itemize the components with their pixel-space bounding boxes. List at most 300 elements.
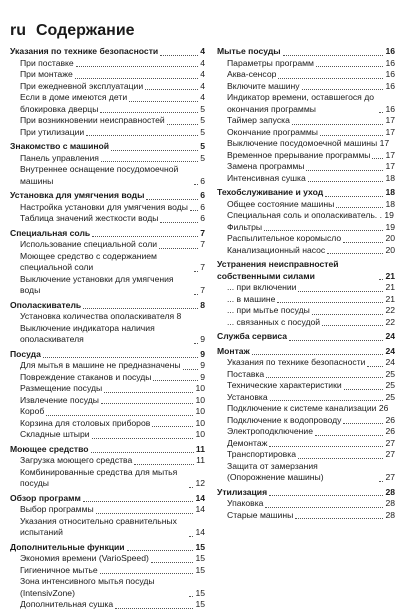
toc-entry-title: Устранения неисправностей собственными силами [217, 259, 339, 281]
toc-page-number: 16 [385, 57, 395, 68]
toc-page-number: 8 [200, 299, 205, 310]
toc-subsection-entry[interactable] [10, 455, 205, 467]
dot-leader [151, 562, 194, 563]
dot-leader [298, 458, 383, 459]
dot-leader [189, 536, 193, 537]
toc-entry-title: Установка [227, 391, 268, 402]
dot-leader [344, 389, 384, 390]
toc-subsection-entry[interactable] [217, 498, 395, 510]
toc-subsection-entry[interactable] [10, 372, 205, 384]
dot-leader [101, 161, 198, 162]
toc-subsection-entry[interactable] [10, 323, 205, 346]
dot-leader [269, 446, 383, 447]
toc-section-entry[interactable] [10, 444, 205, 456]
dot-leader [306, 170, 383, 171]
toc-page-number: 7 [200, 227, 205, 238]
toc-entry-title: Извлечение посуды [20, 394, 99, 405]
toc-subsection-entry[interactable] [10, 599, 205, 611]
toc-page-number: 9 [200, 348, 205, 359]
toc-page-number: 21 [385, 293, 395, 304]
dot-leader [100, 112, 198, 113]
toc-entry-title: Замена программы [227, 161, 305, 171]
dot-leader [367, 366, 383, 367]
toc-page-number: 10 [195, 383, 205, 393]
dot-leader [146, 199, 198, 200]
toc-entry-title: Защита от замерзания (Опорожнение машины) [227, 460, 324, 482]
toc-entry-title: Канализационный насос [227, 244, 326, 255]
toc-page-number: 9 [200, 360, 205, 370]
dot-leader [152, 426, 193, 427]
toc-page-number: 5 [200, 115, 205, 125]
toc-page-number: 7 [200, 285, 205, 295]
toc-entry-title: ... при мытье посуды [227, 305, 310, 315]
toc-entry-title: Временное прерывание программы [227, 149, 371, 160]
toc-entry-title: Выключение посудомоечной машины 17 [227, 138, 390, 148]
dot-leader [46, 415, 193, 416]
toc-entry-title: Аква-сенсор [227, 69, 277, 79]
dot-leader [327, 253, 383, 254]
dot-leader [312, 314, 384, 315]
toc-subsection-entry[interactable] [10, 164, 205, 187]
dot-leader [92, 438, 194, 439]
toc-page-number: 7 [200, 262, 205, 272]
toc-subsection-entry[interactable] [10, 553, 205, 565]
toc-page-number: 16 [385, 80, 395, 91]
dot-leader [295, 518, 383, 519]
dot-leader [101, 403, 194, 404]
toc-entry-title: ... при включении [227, 282, 297, 292]
toc-page-number: 4 [200, 57, 205, 68]
dot-leader [336, 207, 383, 208]
toc-page-number: 4 [200, 46, 205, 56]
toc-entry-title: Экономия времени (VarioSpeed) [20, 553, 149, 563]
dot-leader [298, 291, 383, 292]
dot-leader [183, 369, 199, 370]
toc-entry-title: Специальная соль и ополаскиватель. . 19 [227, 210, 394, 220]
dot-leader [277, 302, 383, 303]
toc-page-number: 26 [385, 426, 395, 436]
toc-subsection-entry[interactable] [217, 138, 395, 150]
dot-leader [160, 55, 198, 56]
toc-page-number: 28 [385, 509, 395, 520]
toc-page-number: 24 [385, 345, 395, 356]
toc-entry-title: Панель управления [20, 152, 99, 163]
toc-subsection-entry[interactable] [10, 516, 205, 539]
dot-leader [145, 89, 198, 90]
dot-leader [153, 380, 198, 381]
toc-subsection-entry[interactable] [10, 153, 205, 165]
language-code: ru [10, 22, 26, 39]
toc-page-number: 18 [385, 172, 395, 183]
toc-subsection-entry[interactable] [10, 127, 205, 139]
toc-page-number: 6 [200, 175, 205, 186]
toc-page-number: 16 [385, 103, 395, 114]
toc-page-number: 22 [385, 316, 395, 327]
toc-entry-title: Таблица значений жесткости воды [20, 213, 159, 223]
dot-leader [189, 487, 193, 488]
dot-leader [194, 271, 198, 272]
dot-leader [343, 423, 383, 424]
toc-page-number: 6 [200, 190, 205, 200]
toc-page-number: 27 [385, 472, 395, 482]
dot-leader [86, 135, 198, 136]
dot-leader [266, 377, 383, 378]
toc-page-number: 24 [385, 331, 395, 341]
dot-leader [270, 400, 384, 401]
toc-page-number: 15 [195, 541, 205, 552]
toc-subsection-entry[interactable] [10, 467, 205, 490]
toc-page-number: 6 [200, 213, 205, 223]
dot-leader [194, 343, 198, 344]
toc-subsection-entry[interactable] [217, 92, 395, 115]
dot-leader [104, 392, 193, 393]
toc-entry-title: Фильтры [227, 221, 263, 232]
toc-section-entry[interactable] [10, 300, 205, 312]
toc-page-number: 18 [385, 187, 395, 197]
toc-page-number: 12 [195, 478, 205, 488]
toc-entry-title: Загрузка моющего средства [20, 455, 133, 465]
toc-entry-title: Моющее средство [10, 443, 89, 454]
toc-entry-title: Посуда [10, 348, 41, 359]
dot-leader [160, 222, 198, 223]
toc-subsection-entry[interactable] [217, 58, 395, 70]
dot-leader [372, 158, 383, 159]
dot-leader [308, 181, 384, 182]
toc-entry-title: При возникновении неисправностей [20, 115, 165, 125]
dot-leader [264, 230, 383, 231]
dot-leader [167, 124, 199, 125]
toc-entry-title: Гигиеничное мытье [20, 564, 98, 575]
toc-subsection-entry[interactable] [217, 199, 395, 211]
toc-page-number: 7 [200, 239, 205, 249]
toc-section-entry[interactable] [217, 259, 395, 282]
toc-section-entry[interactable] [10, 190, 205, 202]
toc-entry-title: Знакомство с машиной [10, 141, 110, 151]
toc-subsection-entry[interactable] [217, 282, 395, 294]
dot-leader [379, 481, 383, 482]
toc-entry-title: Внутреннее оснащение посудомоечной машины [20, 164, 179, 186]
toc-page-number: 22 [385, 305, 395, 315]
toc-page-number: 27 [385, 449, 395, 459]
dot-leader [189, 596, 193, 597]
toc-subsection-entry[interactable] [217, 415, 395, 427]
toc-subsection-entry[interactable] [217, 222, 395, 234]
toc-entry-title: Дополнительные функции [10, 541, 125, 552]
toc-subsection-entry[interactable] [10, 58, 205, 70]
toc-page-number: 20 [385, 244, 395, 255]
dot-leader [343, 242, 383, 243]
toc-page-number: 4 [200, 80, 205, 91]
toc-subsection-entry[interactable] [217, 392, 395, 404]
toc-entry-title: При монтаже [20, 69, 73, 79]
dot-leader [92, 236, 198, 237]
toc-subsection-entry[interactable] [217, 369, 395, 381]
toc-subsection-entry[interactable] [10, 576, 205, 599]
toc-entry-title: Подключение к водопроводу [227, 414, 342, 425]
toc-page-number: 26 [385, 414, 395, 425]
toc-subsection-entry[interactable] [10, 239, 205, 251]
toc-entry-title: Включите машину [227, 80, 300, 91]
toc-page-number: 21 [385, 270, 395, 281]
page-header [10, 22, 135, 44]
page-title: Содержание [36, 22, 135, 39]
toc-entry-title: Короб [20, 406, 45, 416]
toc-subsection-entry[interactable] [217, 403, 395, 415]
toc-entry-title: Повреждение стаканов и посуды [20, 371, 152, 382]
toc-subsection-entry[interactable] [217, 245, 395, 257]
toc-column-right [217, 46, 395, 521]
toc-subsection-entry[interactable] [217, 233, 395, 245]
toc-page-number: 19 [385, 221, 395, 232]
toc-subsection-entry[interactable] [10, 429, 205, 441]
toc-subsection-entry[interactable] [10, 406, 205, 418]
toc-subsection-entry[interactable] [10, 69, 205, 81]
toc-entry-title: Общее состояние машины [227, 198, 335, 209]
dot-leader [289, 340, 383, 341]
toc-entry-title: Специальная соль [10, 227, 91, 238]
toc-subsection-entry[interactable] [217, 426, 395, 438]
toc-subsection-entry[interactable] [217, 210, 395, 222]
toc-subsection-entry[interactable] [217, 449, 395, 461]
dot-leader [127, 550, 194, 551]
toc-page-number: 16 [385, 46, 395, 56]
toc-entry-title: Размещение посуды [20, 383, 103, 393]
dot-leader [190, 210, 198, 211]
toc-subsection-entry[interactable] [217, 150, 395, 162]
toc-page-number: 5 [200, 141, 205, 151]
toc-entry-title: Складные штыри [20, 429, 90, 439]
toc-entry-title: Монтаж [217, 345, 250, 356]
toc-entry-title: Выключение установки для умягчения воды [20, 273, 174, 295]
toc-page-number: 25 [385, 380, 395, 390]
dot-leader [111, 150, 198, 151]
toc-section-entry[interactable] [217, 346, 395, 358]
toc-subsection-entry[interactable] [217, 438, 395, 450]
toc-page-number: 15 [195, 553, 205, 563]
dot-leader [96, 513, 194, 514]
toc-page-number: 5 [200, 126, 205, 137]
dot-leader [269, 495, 383, 496]
toc-entry-title: Указания относительно сравнительных испытаний [20, 515, 177, 537]
dot-leader [278, 78, 383, 79]
toc-page-number: 11 [195, 443, 205, 454]
toc-entry-title: Выключение индикатора наличия ополаскивателя [20, 322, 155, 344]
toc-subsection-entry[interactable] [217, 461, 395, 484]
dot-leader [115, 608, 193, 609]
dot-leader [379, 279, 383, 280]
toc-section-entry[interactable] [10, 542, 205, 554]
dot-leader [83, 501, 194, 502]
toc-entry-title: Утилизация [217, 486, 268, 497]
toc-page-number: 10 [195, 417, 205, 428]
dot-leader [76, 66, 199, 67]
toc-page-number: 17 [385, 149, 395, 160]
toc-page-number: 15 [195, 564, 205, 575]
toc-section-entry[interactable] [217, 187, 395, 199]
toc-entry-title: Дополнительная сушка [20, 599, 114, 609]
toc-subsection-entry[interactable] [217, 173, 395, 185]
toc-entry-title: Параметры программ [227, 57, 314, 68]
dot-leader [252, 354, 384, 355]
toc-entry-title: При поставке [20, 57, 74, 68]
dot-leader [194, 294, 198, 295]
toc-page-number: 9 [200, 334, 205, 344]
toc-entry-title: При ежедневной эксплуатации [20, 80, 144, 91]
toc-column-left [10, 46, 205, 611]
toc-page-number: 17 [385, 115, 395, 125]
toc-page-number: 18 [385, 198, 395, 209]
toc-entry-title: Зона интенсивного мытья посуды (IntensivZone) [20, 576, 155, 598]
toc-page-number: 27 [385, 437, 395, 448]
toc-entry-title: Транспортировка [227, 449, 296, 459]
toc-entry-title: Индикатор времени, оставшегося до окончания программы [227, 92, 374, 114]
toc-subsection-entry[interactable] [10, 81, 205, 93]
toc-subsection-entry[interactable] [217, 294, 395, 306]
toc-subsection-entry[interactable] [10, 360, 205, 372]
dot-leader [159, 248, 198, 249]
toc-entry-title: Настройка установки для умягчения воды [20, 201, 188, 212]
toc-section-entry[interactable] [10, 493, 205, 505]
toc-subsection-entry[interactable] [217, 380, 395, 392]
dot-leader [194, 184, 198, 185]
toc-page-number: 17 [385, 161, 395, 171]
toc-entry-title: Технические характеристики [227, 380, 342, 390]
toc-page-number: 4 [200, 92, 205, 102]
toc-entry-title: Поставка [227, 368, 265, 379]
dot-leader [315, 435, 383, 436]
toc-subsection-entry[interactable] [10, 274, 205, 297]
toc-subsection-entry[interactable] [10, 115, 205, 127]
toc-page-number: 25 [385, 368, 395, 379]
dot-leader [320, 135, 384, 136]
toc-entry-title: Техобслуживание и уход [217, 187, 324, 197]
toc-subsection-entry[interactable] [217, 317, 395, 329]
toc-subsection-entry[interactable] [10, 251, 205, 274]
toc-entry-title: ... в машине [227, 293, 276, 304]
toc-entry-title: ... связанных с посудой [227, 316, 321, 327]
toc-page-number: 17 [385, 126, 395, 137]
toc-subsection-entry[interactable] [217, 69, 395, 81]
toc-subsection-entry[interactable] [217, 81, 395, 93]
dot-leader [325, 196, 383, 197]
toc-subsection-entry[interactable] [10, 504, 205, 516]
toc-section-entry[interactable] [217, 46, 395, 58]
toc-section-entry[interactable] [217, 331, 395, 343]
toc-entry-title: Если в доме имеются дети [20, 92, 128, 102]
toc-subsection-entry[interactable] [217, 127, 395, 139]
toc-subsection-entry[interactable] [10, 311, 205, 323]
dot-leader [83, 308, 198, 309]
toc-entry-title: блокировка дверцы [20, 103, 99, 114]
toc-page-number: 25 [385, 391, 395, 402]
toc-section-entry[interactable] [10, 349, 205, 361]
toc-entry-title: Установка количества ополаскивателя 8 [20, 311, 182, 321]
toc-entry-title: Ополаскиватель [10, 299, 82, 310]
dot-leader [322, 325, 383, 326]
toc-page-number: 15 [195, 599, 205, 609]
toc-subsection-entry[interactable] [10, 104, 205, 116]
toc-subsection-entry[interactable] [10, 418, 205, 430]
dot-leader [379, 112, 383, 113]
toc-page-number: 28 [385, 498, 395, 508]
dot-leader [265, 507, 383, 508]
toc-page-number: 10 [195, 406, 205, 416]
toc-subsection-entry[interactable] [10, 202, 205, 214]
toc-subsection-entry[interactable] [217, 305, 395, 317]
toc-page-number: 16 [385, 69, 395, 79]
dot-leader [292, 124, 384, 125]
dot-leader [316, 66, 384, 67]
toc-page-number: 20 [385, 233, 395, 243]
dot-leader [100, 573, 194, 574]
toc-subsection-entry[interactable] [10, 92, 205, 104]
toc-page-number: 10 [195, 429, 205, 439]
toc-entry-title: Комбинированные средства для мытья посуды [20, 466, 178, 488]
toc-page-number: 14 [195, 492, 205, 503]
toc-section-entry[interactable] [217, 487, 395, 499]
toc-entry-title: Обзор программ [10, 492, 81, 503]
toc-page-number: 10 [195, 394, 205, 405]
dot-leader [302, 89, 384, 90]
dot-leader [129, 101, 198, 102]
toc-page-number: 24 [385, 357, 395, 367]
dot-leader [283, 55, 384, 56]
toc-section-entry[interactable] [10, 141, 205, 153]
toc-entry-title: Установка для умягчения воды [10, 190, 145, 200]
toc-entry-title: Таймер запуска [227, 115, 290, 125]
toc-entry-title: Указания по технике безопасности [227, 357, 366, 367]
toc-entry-title: Подключение к системе канализации 26 [227, 403, 389, 413]
toc-page-number: 28 [385, 486, 395, 497]
toc-entry-title: Окончание программы [227, 126, 318, 137]
dot-leader [43, 357, 198, 358]
dot-leader [134, 464, 194, 465]
toc-section-entry[interactable] [10, 46, 205, 58]
toc-subsection-entry[interactable] [10, 395, 205, 407]
toc-subsection-entry[interactable] [10, 565, 205, 577]
toc-entry-title: Моющее средство с содержанием специальной соли [20, 250, 157, 272]
toc-subsection-entry[interactable] [10, 213, 205, 225]
toc-subsection-entry[interactable] [217, 161, 395, 173]
toc-page-number: 4 [200, 69, 205, 79]
toc-entry-title: Мытье посуды [217, 46, 281, 56]
toc-subsection-entry[interactable] [217, 357, 395, 369]
dot-leader [91, 452, 194, 453]
toc-subsection-entry[interactable] [217, 510, 395, 522]
toc-entry-title: Выбор программы [20, 504, 94, 514]
toc-entry-title: Использование специальной соли [20, 239, 158, 249]
toc-entry-title: Для мытья в машине не предназначены [20, 360, 181, 370]
toc-entry-title: Упаковка [227, 498, 264, 508]
toc-page-number: 14 [195, 504, 205, 514]
toc-entry-title: Распылительное коромысло [227, 233, 342, 243]
toc-entry-title: Демонтаж [227, 437, 268, 448]
toc-page-number: 5 [200, 152, 205, 163]
toc-entry-title: Служба сервиса [217, 331, 288, 341]
dot-leader [75, 78, 198, 79]
toc-subsection-entry[interactable] [10, 383, 205, 395]
toc-page-number: 11 [196, 455, 205, 465]
toc-subsection-entry[interactable] [217, 115, 395, 127]
toc-section-entry[interactable] [10, 228, 205, 240]
toc-page-number: 14 [195, 527, 205, 537]
toc-page-number: 5 [200, 103, 205, 114]
toc-entry-title: Электроподключение [227, 426, 314, 436]
toc-page-number: 6 [200, 201, 205, 212]
toc-page-number: 15 [195, 587, 205, 598]
toc-entry-title: Интенсивная сушка [227, 172, 306, 183]
toc-entry-title: При утилизации [20, 126, 85, 137]
